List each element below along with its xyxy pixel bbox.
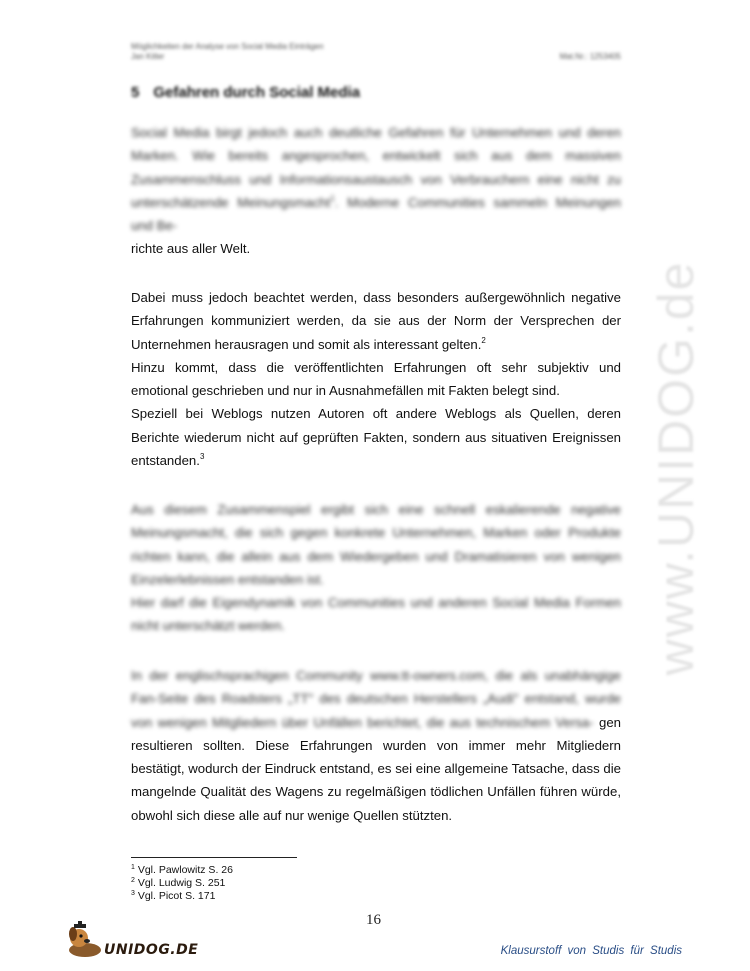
- footnote: $^3$ Vgl. Picot S. 171: [131, 890, 216, 902]
- visible-text: richte aus aller Welt.: [131, 241, 251, 257]
- blurred-text: In der englischsprachigen Community www.tt-owners.com, die als unabhängige Fan-Seite des Roadsters „TT" des deutschen Herstellers „Audi" entstand, wurde von wenigen Mitgliedern über Unfällen berichtet, die aus technischem Versa-: [131, 668, 621, 730]
- dog-icon: [64, 920, 106, 960]
- header-matrikel: Mat.Nr.: 1253405: [559, 52, 621, 61]
- blurred-text: Social Media birgt jedoch auch deutliche Gefahren für Unternehmen und deren Marken. Wie bereits angesprochen, entwickelt sich aus dem massiven Zusammenschluss und Informationsaustausch von Verbrauchern eine nicht zu unterschätzende Meinungsmacht$^1$. Moderne Communities sammeln Meinungen und Be-: [131, 125, 621, 234]
- running-header: [131, 42, 621, 62]
- watermark: www.UNIDOG.de: [648, 260, 704, 676]
- footnote-divider: [131, 857, 297, 858]
- paragraph-3: [131, 498, 621, 638]
- sentence-b: Hinzu kommt, dass die veröffentlichten Erfahrungen oft sehr subjektiv und emotional geschrieben und nur in Ausnahmefällen mit Fakten belegt sind.: [131, 359, 621, 399]
- section-title: Gefahren durch Social Media: [153, 84, 361, 101]
- blurred-sentence-b: Hier darf die Eigendynamik von Communities und anderen Social Media Formen nicht unterschätzt werden.: [131, 595, 621, 634]
- logo-text: UNIDOG.DE: [104, 942, 199, 958]
- paragraph-4: [131, 664, 621, 827]
- header-author: Jan Kitler: [131, 52, 165, 61]
- page-number: 16: [366, 912, 381, 928]
- footnotes: [131, 864, 233, 903]
- footnote-ref-2: 2: [481, 335, 486, 345]
- blurred-sentence-a: Aus diesem Zusammenspiel ergibt sich eine schnell eskalierende negative Meinungsmacht, die sich gegen konkrete Unternehmen, Marken oder Produkte richten kann, die allein aus dem Wiedergeben und Dramatisieren von wenigen Einzelerlebnissen entstanden ist.: [131, 502, 621, 587]
- footnote: $^1$ Vgl. Pawlowitz S. 26: [131, 864, 233, 876]
- paragraph-1: [131, 121, 621, 261]
- tagline: Klausurstoff von Studis für Studis: [500, 945, 682, 957]
- footnote-ref-1: 1: [330, 193, 335, 203]
- sentence-a: Dabei muss jedoch beachtet werden, dass besonders außergewöhnlich negative Erfahrungen kommuniziert werden, da sie aus der Norm der Versprechen der Unternehmen herausragen und somit als interessant gelten.: [131, 290, 621, 352]
- paragraph-2: [131, 286, 621, 472]
- footnote-ref-3: 3: [199, 452, 205, 462]
- unidog-logo[interactable]: [64, 920, 199, 960]
- header-title: Möglichkeiten der Analyse von Social Media Einträgen: [131, 42, 324, 51]
- visible-text: gen resultieren sollten. Diese Erfahrungen wurden von immer mehr Mitgliedern bestätigt, wodurch der Eindruck entstand, es sei eine allgemeine Tatsache, dass die mangelnde Qualität des Wagens zu regelmäßigen tödlichen Unfällen führen würde, obwohl sich diese alle auf nur wenige Quellen stützten.: [131, 714, 621, 823]
- section-heading: [131, 84, 360, 101]
- section-number: 5: [131, 84, 140, 101]
- footnote: $^2$ Vgl. Ludwig S. 251: [131, 877, 226, 889]
- sentence-c: Speziell bei Weblogs nutzen Autoren oft andere Weblogs als Quellen, deren Berichte wiederum nicht auf geprüften Fakten, sondern aus situativen Ereignissen entstanden.: [131, 406, 621, 469]
